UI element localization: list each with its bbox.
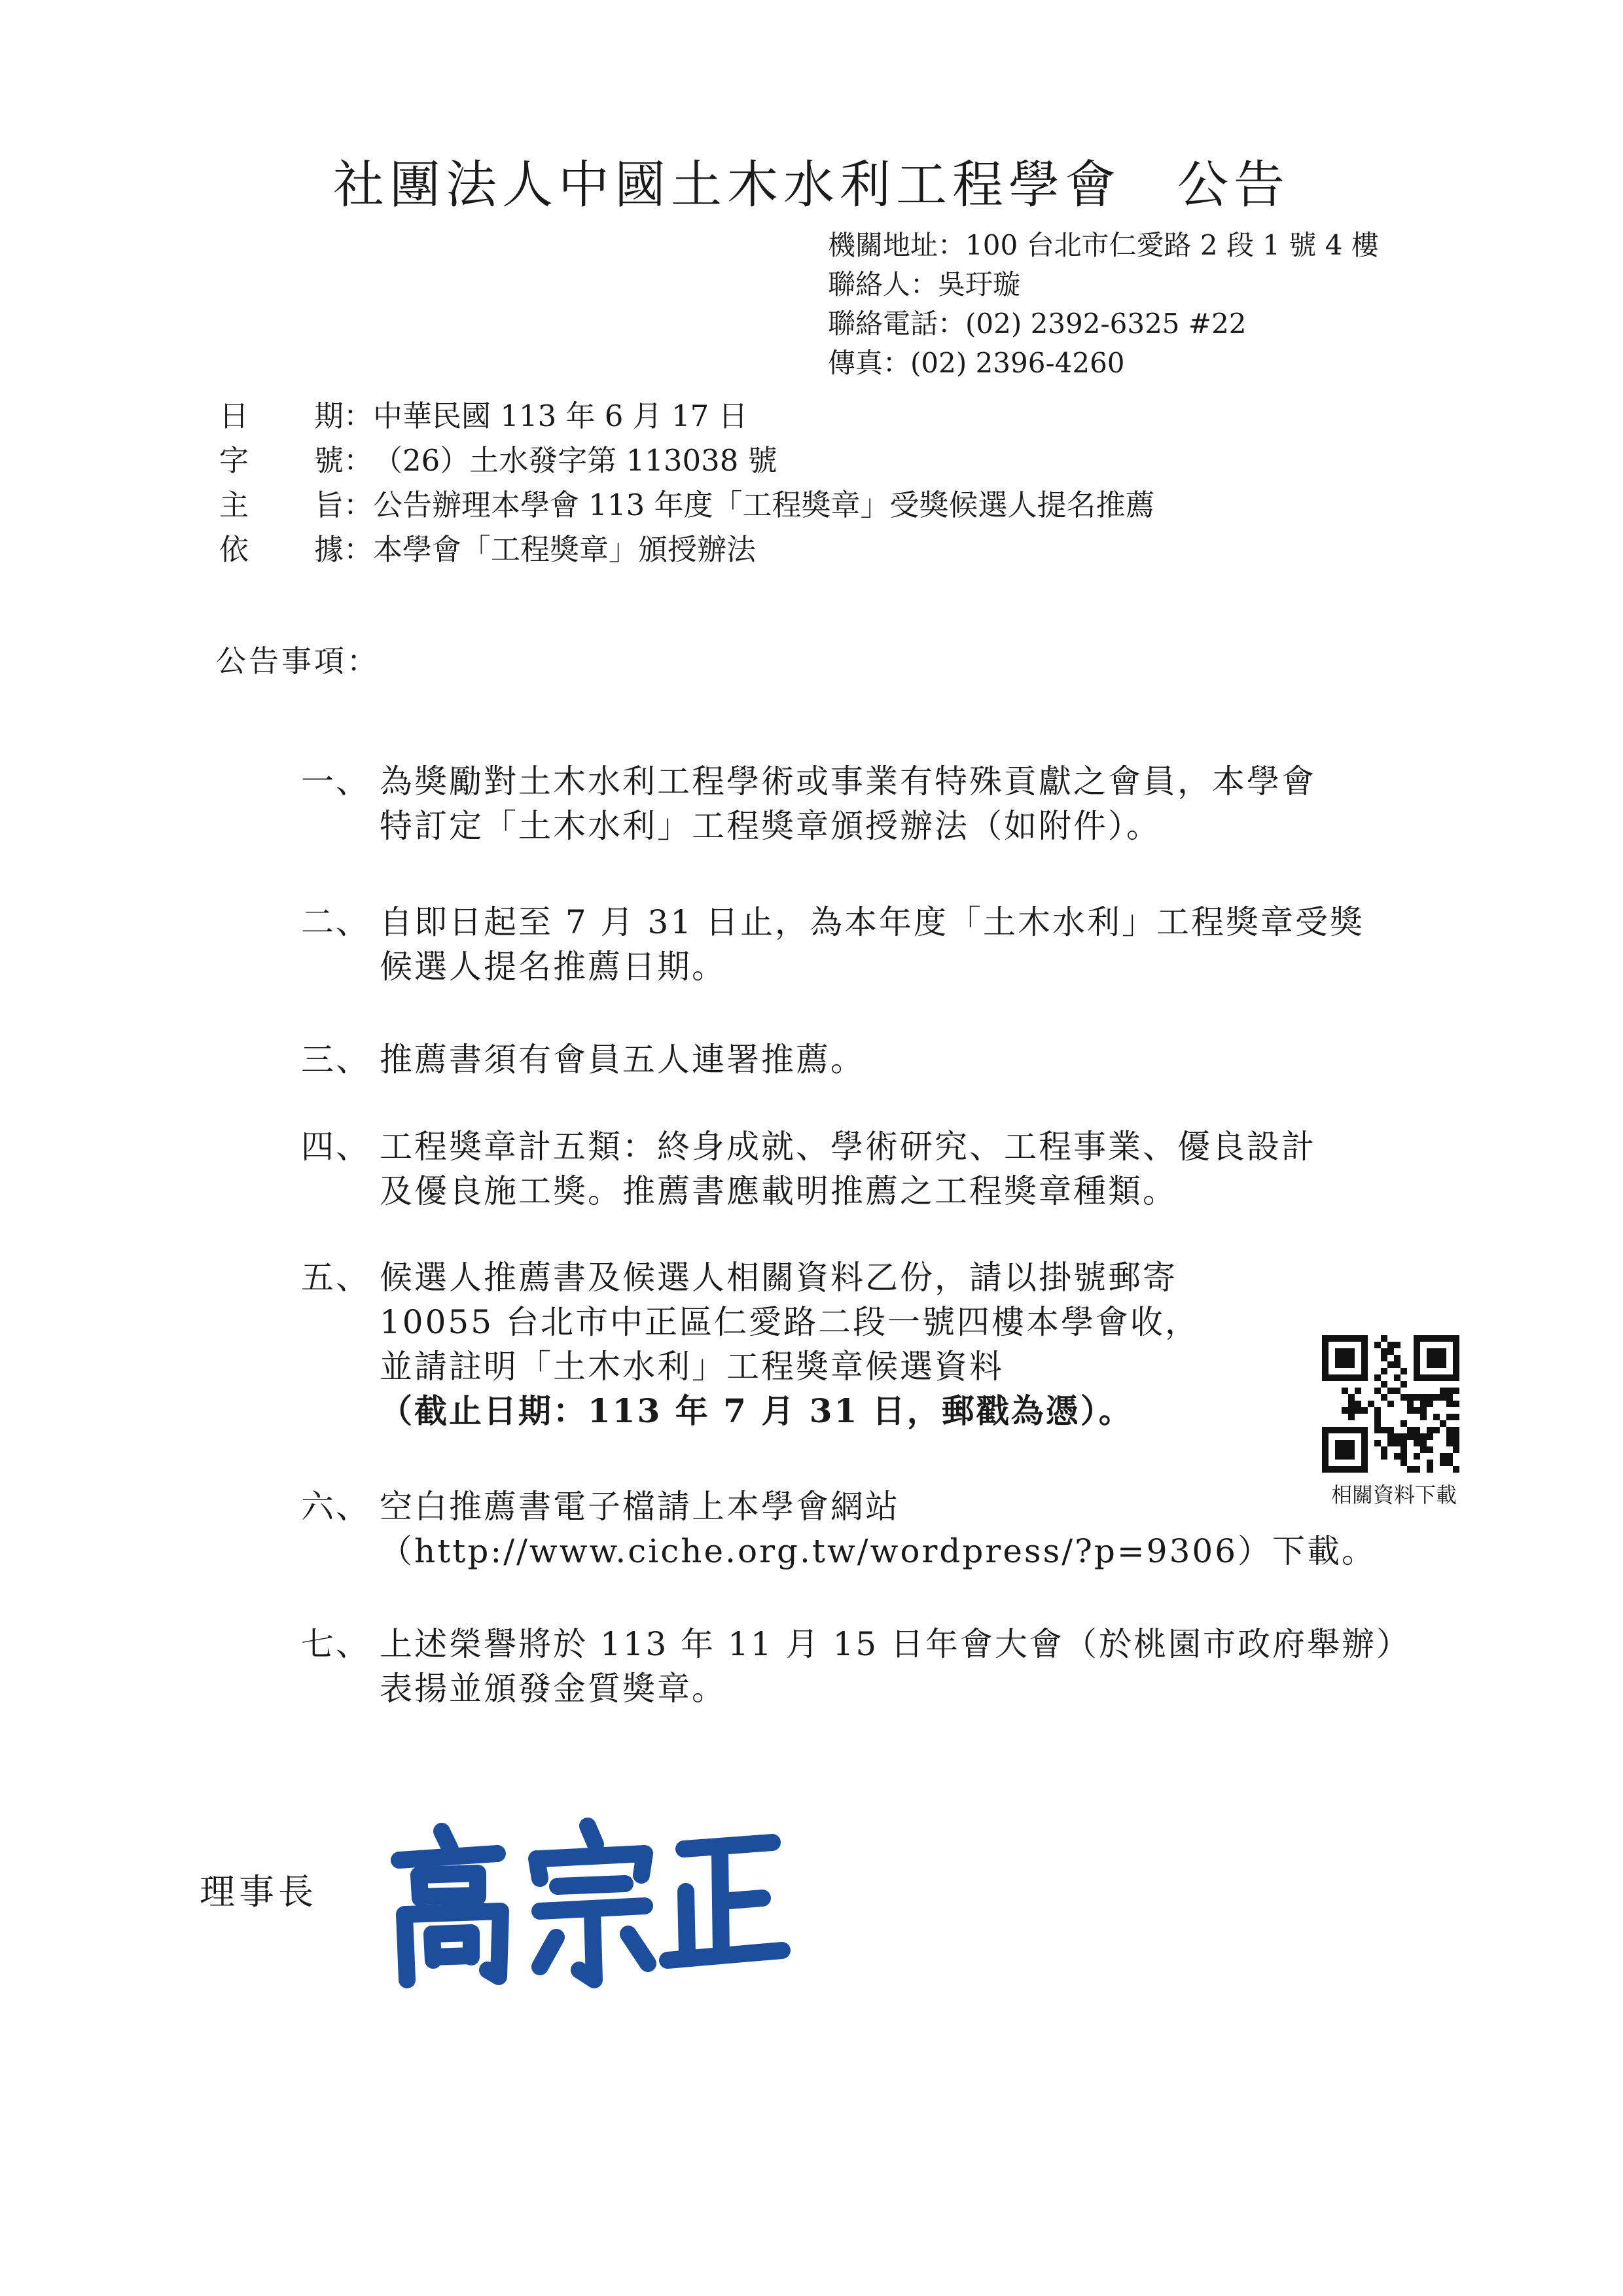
item-line: 空白推薦書電子檔請上本學會網站 [380, 1488, 900, 1526]
subject-value: 公告辦理本學會 113 年度「工程獎章」受獎候選人提名推薦 [373, 488, 1155, 522]
item-line: 表揚並頒發金質獎章。 [380, 1670, 726, 1708]
item-line: 候選人提名推薦日期。 [380, 948, 726, 986]
notice-item-2 [301, 900, 1364, 989]
item-line: 為獎勵對土木水利工程學術或事業有特殊貢獻之會員，本學會 [380, 762, 1316, 800]
notice-item-1 [301, 759, 1316, 848]
document-title: 社團法人中國土木水利工程學會 公告 [332, 156, 1290, 215]
contact-block [828, 226, 1379, 383]
item-number: 七、 [301, 1625, 370, 1663]
item-line: 工程獎章計五類：終身成就、學術研究、工程事業、優良設計 [380, 1128, 1316, 1166]
item-line: 及優良施工獎。推薦書應載明推薦之工程獎章種類。 [380, 1172, 1177, 1210]
qr-code-icon[interactable] [1322, 1335, 1459, 1473]
chair-label: 理事長 [200, 1871, 317, 1912]
deadline-line: （截止日期：113 年 7 月 31 日，郵戳為憑）。 [380, 1391, 1133, 1430]
item-line: 特訂定「土木水利」工程獎章頒授辦法（如附件）。 [380, 807, 1161, 845]
meta-block [219, 394, 1155, 572]
basis-value: 本學會「工程獎章」頒授辦法 [373, 532, 757, 567]
ref-value: （26）土水發字第 113038 號 [373, 443, 777, 478]
basis-row: 依 據 ： 本學會「工程獎章」頒授辦法 [219, 528, 1155, 572]
notice-item-3 [301, 1037, 865, 1082]
item-line: 自即日起至 7 月 31 日止，為本年度「土木水利」工程獎章受獎 [380, 903, 1365, 941]
subject-label: 主 旨 [219, 488, 344, 522]
notice-item-6 [301, 1484, 1376, 1573]
item-line: 上述榮譽將於 113 年 11 月 15 日年會大會（於桃園市政府舉辦） [380, 1625, 1412, 1663]
date-row: 日 期 ： 中華民國 113 年 6 月 17 日 [219, 394, 1155, 439]
item-number: 四、 [301, 1128, 370, 1166]
basis-label: 依 據 [219, 532, 344, 567]
signature-strokes [399, 1826, 782, 1980]
subject-row: 主 旨 ： 公告辦理本學會 113 年度「工程獎章」受獎候選人提名推薦 [219, 483, 1155, 528]
item-line: 推薦書須有會員五人連署推薦。 [380, 1041, 865, 1079]
phone: 聯絡電話：(02) 2392-6325 #22 [828, 308, 1247, 340]
item-number: 一、 [301, 762, 370, 800]
notice-item-4 [301, 1124, 1316, 1213]
item-number: 三、 [301, 1041, 370, 1079]
qr-caption: 相關資料下載 [1330, 1482, 1457, 1507]
notice-heading: 公告事項： [216, 643, 380, 679]
contact-person: 聯絡人：吳玗璇 [828, 268, 1021, 300]
item-number: 二、 [301, 903, 370, 941]
item-number: 五、 [301, 1259, 370, 1297]
date-label: 日 期 [219, 399, 344, 433]
ref-label: 字 號 [219, 443, 344, 478]
item-line: 候選人推薦書及候選人相關資料乙份，請以掛號郵寄 [380, 1259, 1177, 1297]
notice-item-7 [301, 1622, 1411, 1711]
signature-stamp [380, 1813, 798, 1996]
item-number: 六、 [301, 1488, 370, 1526]
notice-item-5 [301, 1255, 1200, 1433]
address: 機關地址：100 台北市仁愛路 2 段 1 號 4 樓 [828, 229, 1379, 261]
ref-row: 字 號 ： （26）土水發字第 113038 號 [219, 439, 1155, 483]
date-value: 中華民國 113 年 6 月 17 日 [373, 399, 748, 433]
website-link[interactable]: （http://www.ciche.org.tw/wordpress/?p=9306）下載。 [380, 1532, 1377, 1570]
fax: 傳真：(02) 2396-4260 [828, 347, 1125, 379]
item-line: 10055 台北市中正區仁愛路二段一號四樓本學會收， [380, 1303, 1200, 1341]
item-line: 並請註明「土木水利」工程獎章候選資料 [380, 1348, 1004, 1386]
